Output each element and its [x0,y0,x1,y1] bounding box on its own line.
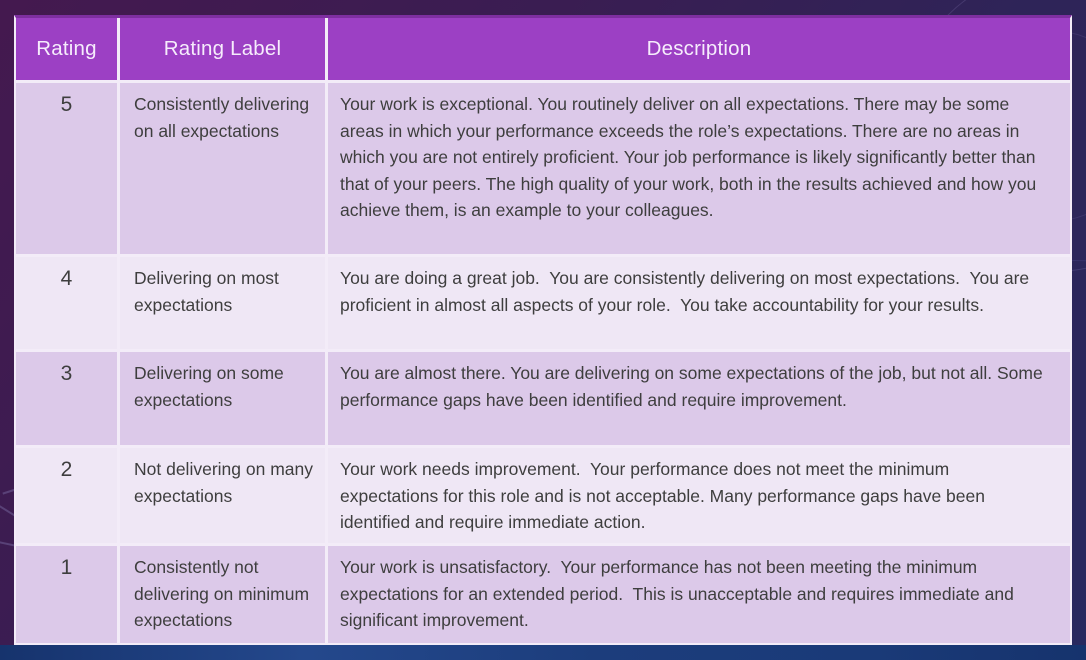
rating-label-cell: Delivering on some expectations [120,352,325,445]
rating-label-cell: Not delivering on many expectations [120,448,325,543]
rating-description-cell: Your work is unsatisfactory. Your performance has not been meeting the minimum expectations for an extended period. This is unacceptable and requires immediate and significant improvement. [328,546,1070,643]
ratings-table [14,15,1072,645]
header-cell-rating: Rating [16,18,117,80]
rating-description-cell: You are almost there. You are delivering on some expectations of the job, but not all. Some performance gaps have been identified and require improvement. [328,352,1070,445]
header-cell-rating-label: Rating Label [120,18,325,80]
rating-value-cell: 5 [16,83,117,254]
rating-label-cell: Delivering on most expectations [120,257,325,349]
rating-description-cell: Your work needs improvement. Your performance does not meet the minimum expectations for this role and is not acceptable. Many performance gaps have been identified and require immediate action. [328,448,1070,543]
rating-value-cell: 2 [16,448,117,543]
rating-description-cell: You are doing a great job. You are consistently delivering on most expectations. You are proficient in almost all aspects of your role. You take accountability for your results. [328,257,1070,349]
header-cell-description: Description [328,18,1070,80]
rating-description-cell: Your work is exceptional. You routinely deliver on all expectations. There may be some areas in which your performance exceeds the role’s expectations. There are no areas in which you are not entirely proficient. Your job performance is likely significantly better than that of your peers. The high quality of your work, both in the results achieved and how you achieve them, is an example to your colleagues. [328,83,1070,254]
rating-value-cell: 3 [16,352,117,445]
rating-value-cell: 1 [16,546,117,643]
bottom-blue-strip [0,645,1086,660]
rating-label-cell: Consistently not delivering on minimum expectations [120,546,325,643]
rating-label-cell: Consistently delivering on all expectations [120,83,325,254]
rating-value-cell: 4 [16,257,117,349]
